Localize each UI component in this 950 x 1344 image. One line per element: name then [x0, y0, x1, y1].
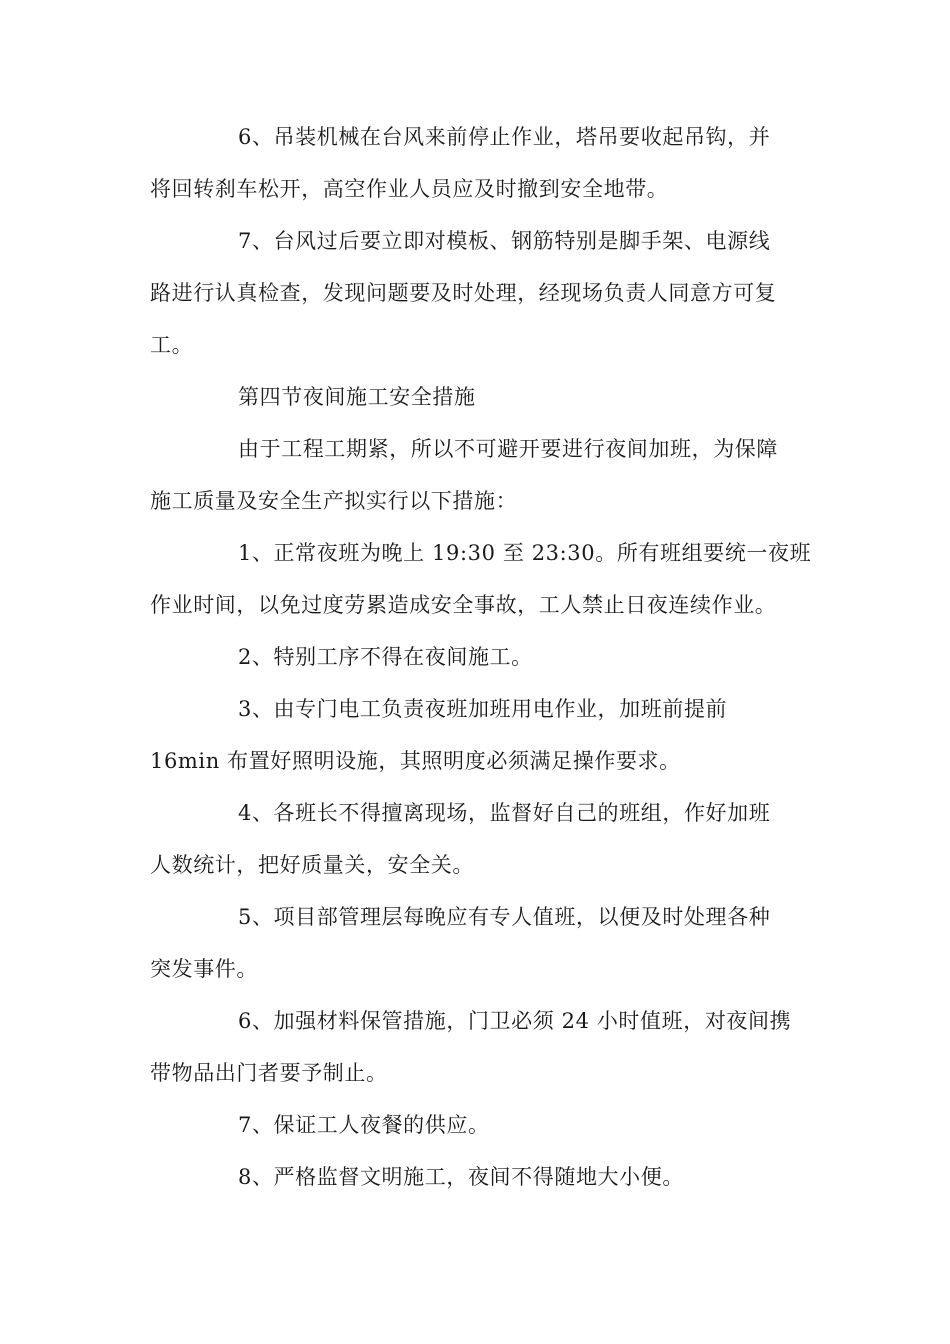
paragraph-line: 突发事件。: [150, 957, 258, 981]
paragraph-line: 人数统计，把好质量关，安全关。: [150, 853, 474, 877]
paragraph-line: 16min 布置好照明设施，其照明度必须满足操作要求。: [150, 749, 681, 773]
paragraph-line: 由于工程工期紧，所以不可避开要进行夜间加班，为保障: [238, 437, 778, 461]
paragraph-line: 施工质量及安全生产拟实行以下措施：: [150, 489, 518, 513]
paragraph-line: 1、正常夜班为晚上 19:30 至 23:30。所有班组要统一夜班: [238, 541, 812, 565]
paragraph-line: 2、特别工序不得在夜间施工。: [238, 645, 533, 669]
section-heading: 第四节夜间施工安全措施: [238, 385, 476, 409]
paragraph-line: 将回转刹车松开，高空作业人员应及时撤到安全地带。: [150, 177, 669, 201]
paragraph-line: 6、吊装机械在台风来前停止作业，塔吊要收起吊钩，并: [238, 125, 771, 149]
paragraph-line: 路进行认真检查，发现问题要及时处理，经现场负责人同意方可复: [150, 281, 777, 305]
document-body: [150, 111, 812, 1203]
paragraph-line: 3、由专门电工负责夜班加班用电作业，加班前提前: [238, 697, 728, 721]
paragraph-line: 7、台风过后要立即对模板、钢筋特别是脚手架、电源线: [238, 229, 771, 253]
paragraph-line: 4、各班长不得擅离现场，监督好自己的班组，作好加班: [238, 801, 771, 825]
paragraph-line: 5、项目部管理层每晚应有专人值班，以便及时处理各种: [238, 905, 771, 929]
paragraph-line: 工。: [150, 333, 194, 357]
paragraph-line: 8、严格监督文明施工，夜间不得随地大小便。: [238, 1165, 684, 1189]
paragraph-line: 7、保证工人夜餐的供应。: [238, 1113, 490, 1137]
paragraph-line: 作业时间，以免过度劳累造成安全事故，工人禁止日夜连续作业。: [150, 593, 777, 617]
paragraph-line: 带物品出门者要予制止。: [150, 1061, 388, 1085]
paragraph-line: 6、加强材料保管措施，门卫必须 24 小时值班，对夜间携: [238, 1009, 792, 1033]
